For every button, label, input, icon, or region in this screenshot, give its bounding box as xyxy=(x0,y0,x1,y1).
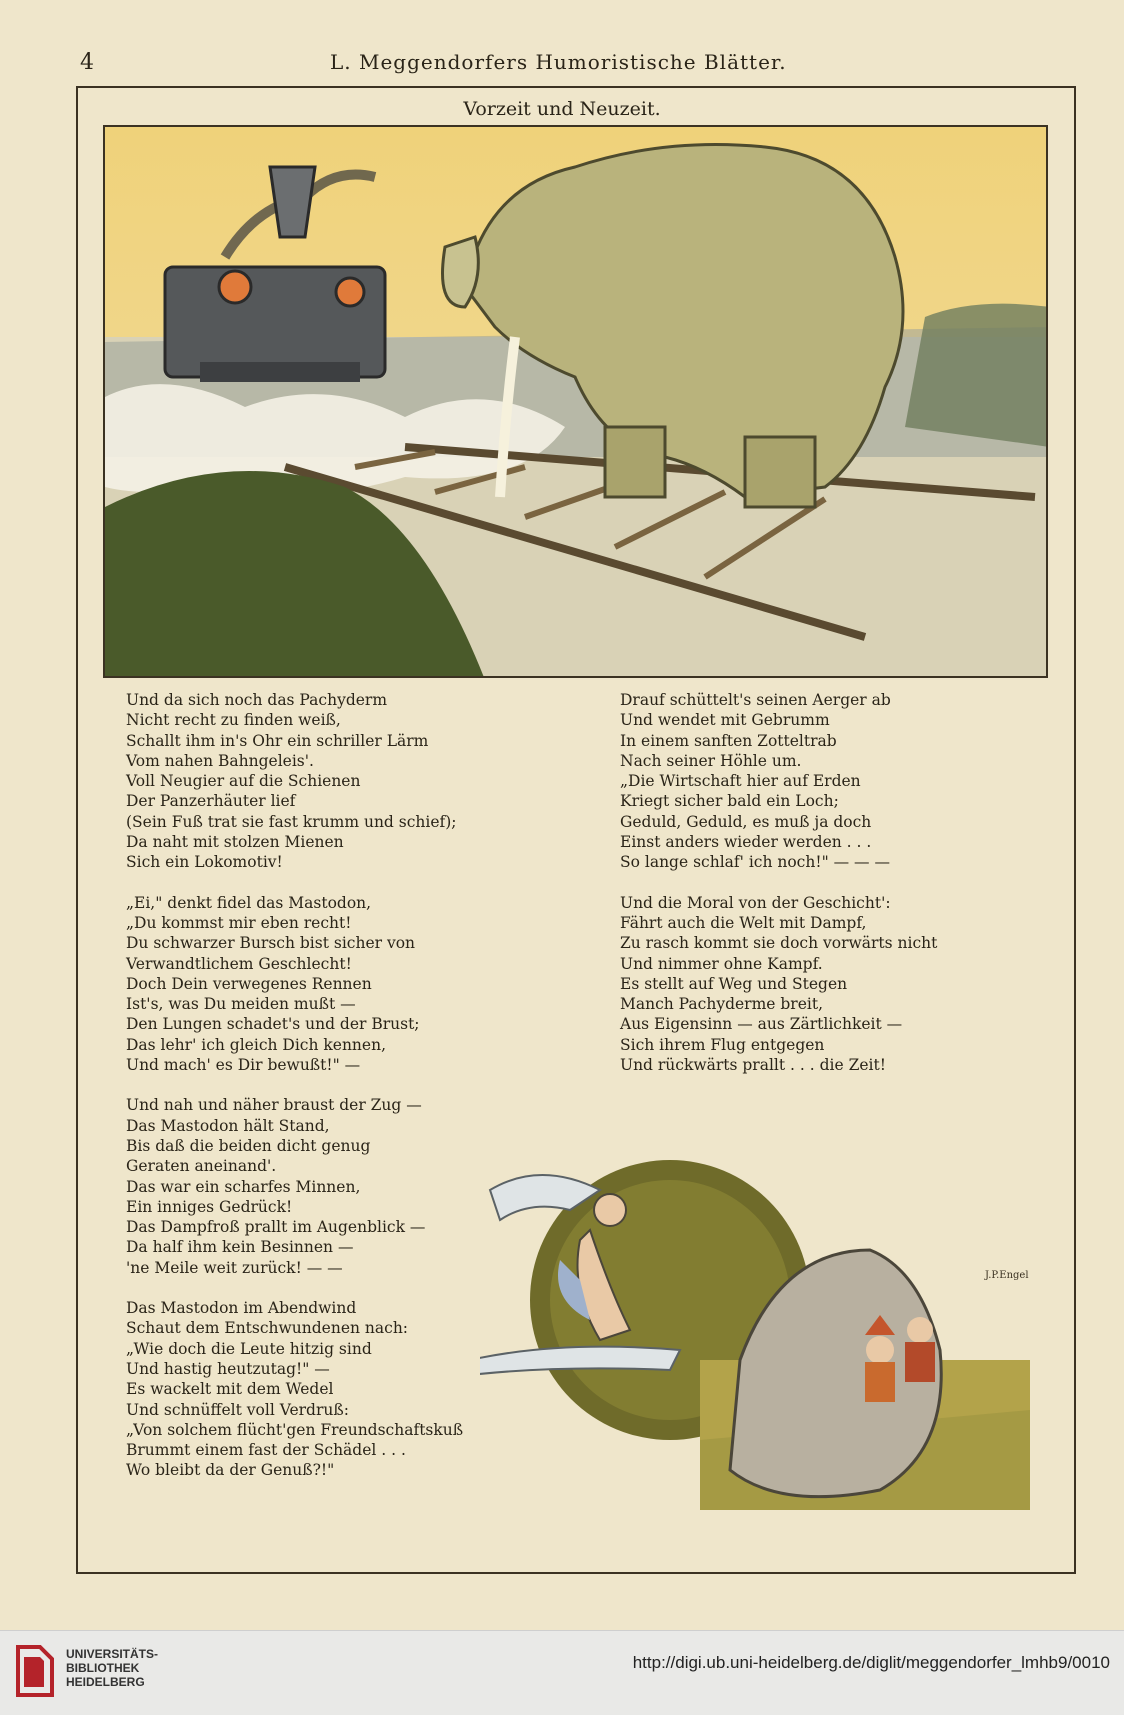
illustration-locomotive-mastodon xyxy=(103,125,1048,678)
verse-line: Manch Pachyderme breit, xyxy=(620,995,823,1014)
verse-line: Und da sich noch das Pachyderm xyxy=(126,691,388,709)
verse-line: Geraten aneinand'. xyxy=(126,1157,277,1176)
verse-line: Fährt auch die Welt mit Dampf, xyxy=(620,913,867,932)
verse-line: Und nimmer ohne Kampf. xyxy=(620,954,823,973)
verse-line: Brummt einem fast der Schädel . . . xyxy=(126,1441,406,1460)
verse-line: Schaut dem Entschwundenen nach: xyxy=(126,1319,409,1338)
verse-line: Verwandtlichem Geschlecht! xyxy=(126,954,352,973)
verse-line: Zu rasch kommt sie doch vorwärts nicht xyxy=(620,934,938,953)
institution-line: BIBLIOTHEK xyxy=(66,1661,140,1675)
verse-line: Und rückwärts prallt . . . die Zeit! xyxy=(620,1056,886,1075)
institution-name xyxy=(66,1647,158,1689)
poem-left-column xyxy=(126,690,463,1501)
library-footer xyxy=(0,1630,1124,1715)
verse-line: Es stellt auf Weg und Stegen xyxy=(620,974,848,993)
illustration-cherub-boulder xyxy=(480,1150,1040,1510)
stanza xyxy=(126,1095,463,1278)
locomotive-mastodon-drawing xyxy=(105,127,1048,678)
institution-line: HEIDELBERG xyxy=(66,1675,145,1689)
verse-line: Ein inniges Gedrück! xyxy=(126,1197,293,1216)
institution-line: UNIVERSITÄTS- xyxy=(66,1647,159,1661)
cherub-boulder-drawing xyxy=(480,1150,1040,1510)
verse-line: So lange schlaf' ich noch!" — — — xyxy=(620,853,890,872)
running-title: L. Meggendorfers Humoristische Blätter. xyxy=(330,50,787,74)
verse-line: Nach seiner Höhle um. xyxy=(620,751,802,770)
verse-line: Schallt ihm in's Ohr ein schriller Lärm xyxy=(126,731,429,750)
verse-line: Geduld, Geduld, es muß ja doch xyxy=(620,812,872,831)
university-library-logo-icon xyxy=(14,1643,56,1699)
verse-line: Das Mastodon im Abendwind xyxy=(126,1299,357,1318)
stanza xyxy=(620,893,937,1076)
verse-line: Da half ihm kein Besinnen — xyxy=(126,1238,354,1257)
article-title: Vorzeit und Neuzeit. xyxy=(463,98,661,120)
verse-line: Voll Neugier auf die Schienen xyxy=(126,772,361,791)
verse-line: Und schnüffelt voll Verdruß: xyxy=(126,1400,349,1419)
verse-line: Doch Dein verwegenes Rennen xyxy=(126,974,372,993)
verse-line: Aus Eigensinn — aus Zärtlichkeit — xyxy=(620,1015,903,1034)
verse-line: Und hastig heutzutag!" — xyxy=(126,1359,330,1378)
verse-line: Vom nahen Bahngeleis'. xyxy=(126,751,314,770)
verse-line: Den Lungen schadet's und der Brust; xyxy=(126,1015,420,1034)
verse-line: Und die Moral von der Geschicht': xyxy=(620,893,891,912)
stanza xyxy=(126,690,463,873)
verse-line: 'ne Meile weit zurück! — — xyxy=(126,1258,343,1277)
verse-line: Nicht recht zu finden weiß, xyxy=(126,711,341,730)
verse-line: „Wie doch die Leute hitzig sind xyxy=(126,1339,372,1358)
verse-line: „Du kommst mir eben recht! xyxy=(126,913,352,932)
verse-line: Sich ein Lokomotiv! xyxy=(126,853,283,872)
source-url-link[interactable]: http://digi.ub.uni-heidelberg.de/diglit/meggendorfer_lmhb9/0010 xyxy=(632,1653,1110,1672)
verse-line: Sich ihrem Flug entgegen xyxy=(620,1035,825,1054)
verse-line: Und nah und näher braust der Zug — xyxy=(126,1096,422,1115)
verse-line: Und mach' es Dir bewußt!" — xyxy=(126,1056,361,1075)
poem-right-column xyxy=(620,690,937,1095)
page-number: 4 xyxy=(80,50,94,75)
verse-line: „Die Wirtschaft hier auf Erden xyxy=(620,772,861,791)
verse-line: „Von solchem flücht'gen Freundschaftskuß xyxy=(126,1420,464,1439)
verse-line: Wo bleibt da der Genuß?!" xyxy=(126,1461,335,1480)
verse-line: Da naht mit stolzen Mienen xyxy=(126,833,344,852)
verse-line: Das war ein scharfes Minnen, xyxy=(126,1177,361,1196)
verse-line: Kriegt sicher bald ein Loch; xyxy=(620,792,839,811)
verse-line: Einst anders wieder werden . . . xyxy=(620,833,872,852)
verse-line: Das lehr' ich gleich Dich kennen, xyxy=(126,1035,386,1054)
illustration-signature: J.P.Engel xyxy=(985,1270,1029,1281)
verse-line: Es wackelt mit dem Wedel xyxy=(126,1380,334,1399)
verse-line: Bis daß die beiden dicht genug xyxy=(126,1136,371,1155)
verse-line: Das Dampfroß prallt im Augenblick — xyxy=(126,1218,426,1237)
verse-line: Das Mastodon hält Stand, xyxy=(126,1116,330,1135)
verse-line: „Ei," denkt fidel das Mastodon, xyxy=(126,893,372,912)
verse-line: Und wendet mit Gebrumm xyxy=(620,711,830,730)
verse-line: Du schwarzer Bursch bist sicher von xyxy=(126,934,416,953)
verse-line: Drauf schüttelt's seinen Aerger ab xyxy=(620,691,891,709)
verse-line: Ist's, was Du meiden mußt — xyxy=(126,995,356,1014)
stanza xyxy=(126,893,463,1076)
stanza xyxy=(620,690,937,873)
verse-line: (Sein Fuß trat sie fast krumm und schief); xyxy=(126,812,457,831)
verse-line: In einem sanften Zotteltrab xyxy=(620,731,837,750)
verse-line: Der Panzerhäuter lief xyxy=(126,792,296,811)
stanza xyxy=(126,1298,463,1481)
